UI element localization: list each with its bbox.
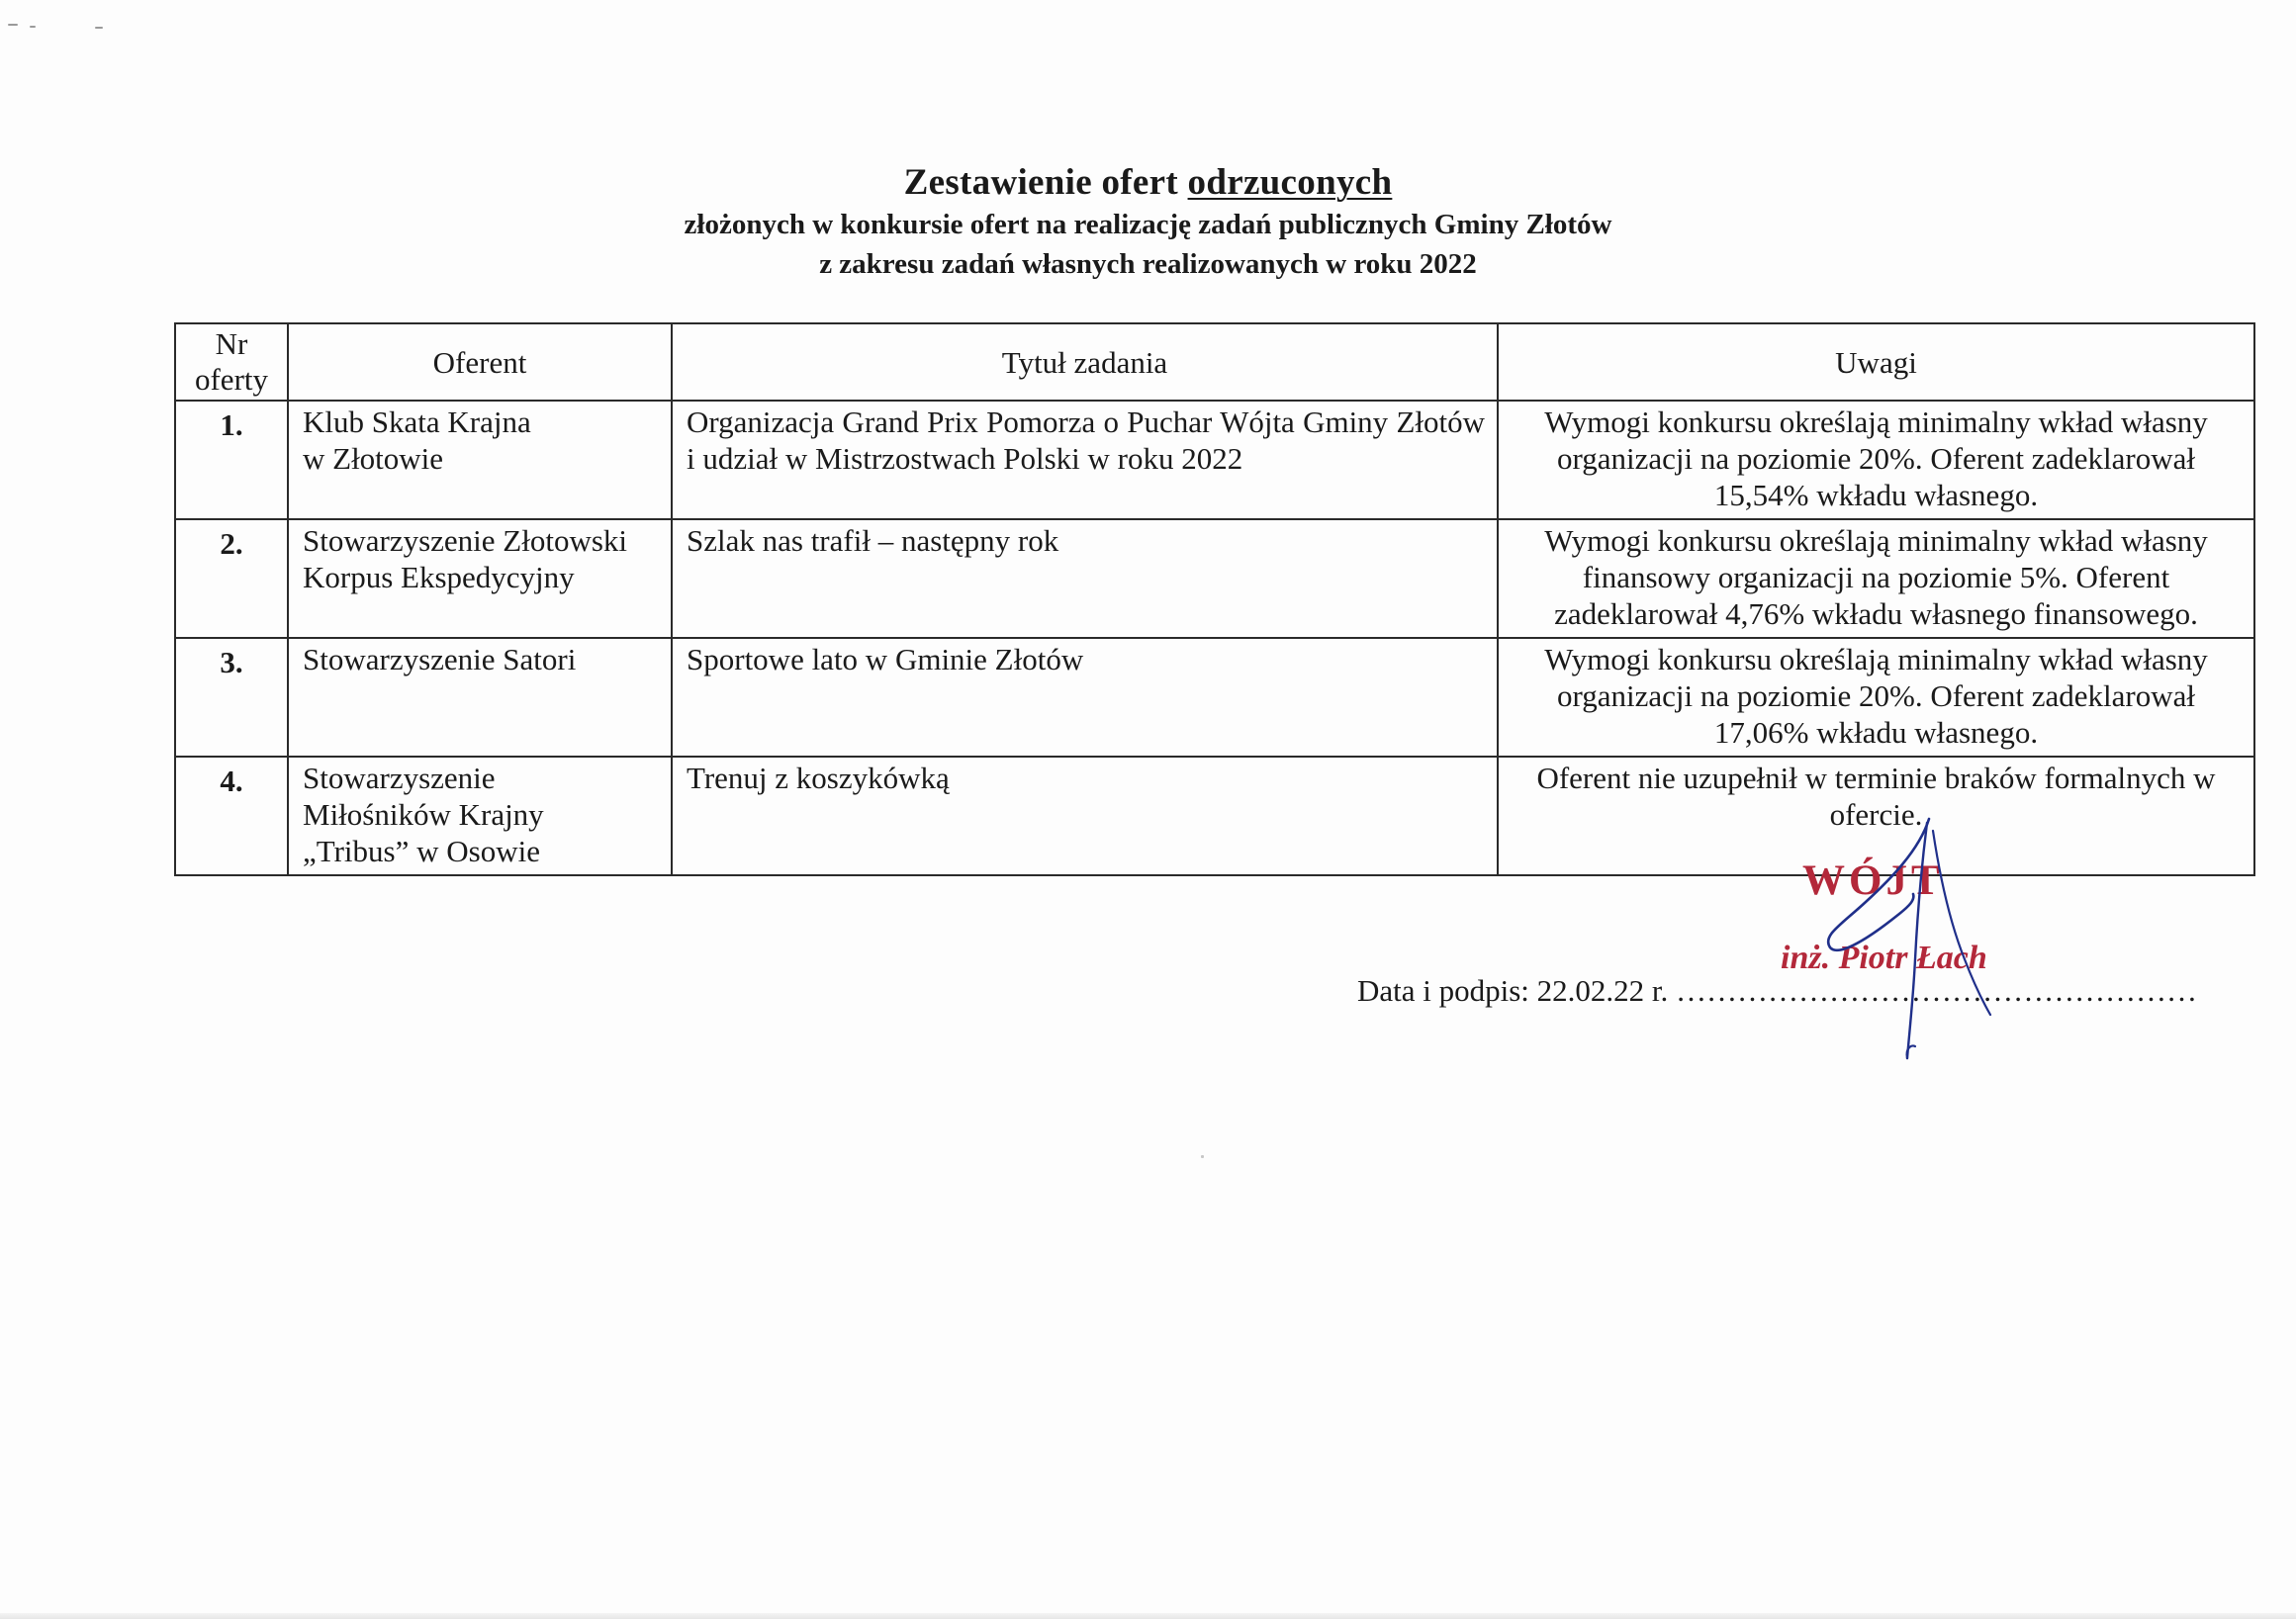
table-row bbox=[175, 757, 2254, 875]
rejected-offers-table bbox=[174, 322, 2255, 876]
oferent-line: Stowarzyszenie bbox=[303, 761, 496, 795]
title-prefix: Zestawienie ofert bbox=[903, 162, 1188, 203]
oferent-line: „Tribus” w Osowie bbox=[303, 834, 540, 868]
scan-speck bbox=[30, 26, 36, 28]
cell-tytul: Szlak nas trafił – następny rok bbox=[672, 519, 1498, 638]
scan-bottom-edge bbox=[0, 1613, 2296, 1619]
stamp-name: inż. Piotr Łach bbox=[1781, 940, 1987, 976]
scan-speck bbox=[95, 27, 103, 29]
oferent-line: Miłośników Krajny bbox=[303, 797, 544, 832]
cell-tytul: Trenuj z koszykówką bbox=[672, 757, 1498, 875]
cell-uwagi: Oferent nie uzupełnił w terminie braków formalnych w ofercie. bbox=[1498, 757, 2254, 875]
cell-oferent bbox=[288, 519, 672, 638]
oferent-line: w Złotowie bbox=[303, 441, 444, 476]
cell-nr: 4. bbox=[175, 757, 288, 875]
table-row bbox=[175, 519, 2254, 638]
stamp-title: WÓJT bbox=[1802, 857, 1944, 904]
document-subtitle-line-2: z zakresu zadań własnych realizowanych w roku 2022 bbox=[819, 248, 1477, 280]
cell-nr: 3. bbox=[175, 638, 288, 757]
document-title bbox=[0, 161, 2296, 204]
scan-speck bbox=[1201, 1155, 1204, 1158]
oferent-line: Stowarzyszenie Satori bbox=[303, 642, 577, 676]
oferent-line: Klub Skata Krajna bbox=[303, 405, 531, 439]
header-tytul: Tytuł zadania bbox=[672, 323, 1498, 401]
oferent-line: Stowarzyszenie Złotowski bbox=[303, 523, 628, 558]
document-subtitle-line-1: złożonych w konkursie ofert na realizację zadań publicznych Gminy Złotów bbox=[684, 209, 1612, 240]
cell-oferent bbox=[288, 757, 672, 875]
cell-uwagi: Wymogi konkursu określają minimalny wkład własny finansowy organizacji na poziomie 5%. Oferent zadeklarował 4,76% wkładu własnego finansowego. bbox=[1498, 519, 2254, 638]
cell-oferent bbox=[288, 638, 672, 757]
cell-nr: 2. bbox=[175, 519, 288, 638]
header-oferent: Oferent bbox=[288, 323, 672, 401]
header-uwagi: Uwagi bbox=[1498, 323, 2254, 401]
cell-uwagi: Wymogi konkursu określają minimalny wkład własny organizacji na poziomie 20%. Oferent zadeklarował 17,06% wkładu własnego. bbox=[1498, 638, 2254, 757]
cell-nr: 1. bbox=[175, 401, 288, 519]
scan-speck bbox=[8, 24, 18, 26]
table-header-row bbox=[175, 323, 2254, 401]
cell-tytul: Organizacja Grand Prix Pomorza o Puchar Wójta Gminy Złotów i udział w Mistrzostwach Polski w roku 2022 bbox=[672, 401, 1498, 519]
date-and-signature-line: Data i podpis: 22.02.22 r. …………………………………………… bbox=[1357, 973, 2198, 1008]
table-row bbox=[175, 638, 2254, 757]
title-emphasis: odrzuconych bbox=[1187, 162, 1393, 203]
oferent-line: Korpus Ekspedycyjny bbox=[303, 560, 575, 594]
cell-uwagi: Wymogi konkursu określają minimalny wkład własny organizacji na poziomie 20%. Oferent zadeklarował 15,54% wkładu własnego. bbox=[1498, 401, 2254, 519]
header-nr: Nr oferty bbox=[175, 323, 288, 401]
cell-tytul: Sportowe lato w Gminie Złotów bbox=[672, 638, 1498, 757]
cell-oferent bbox=[288, 401, 672, 519]
table-row bbox=[175, 401, 2254, 519]
